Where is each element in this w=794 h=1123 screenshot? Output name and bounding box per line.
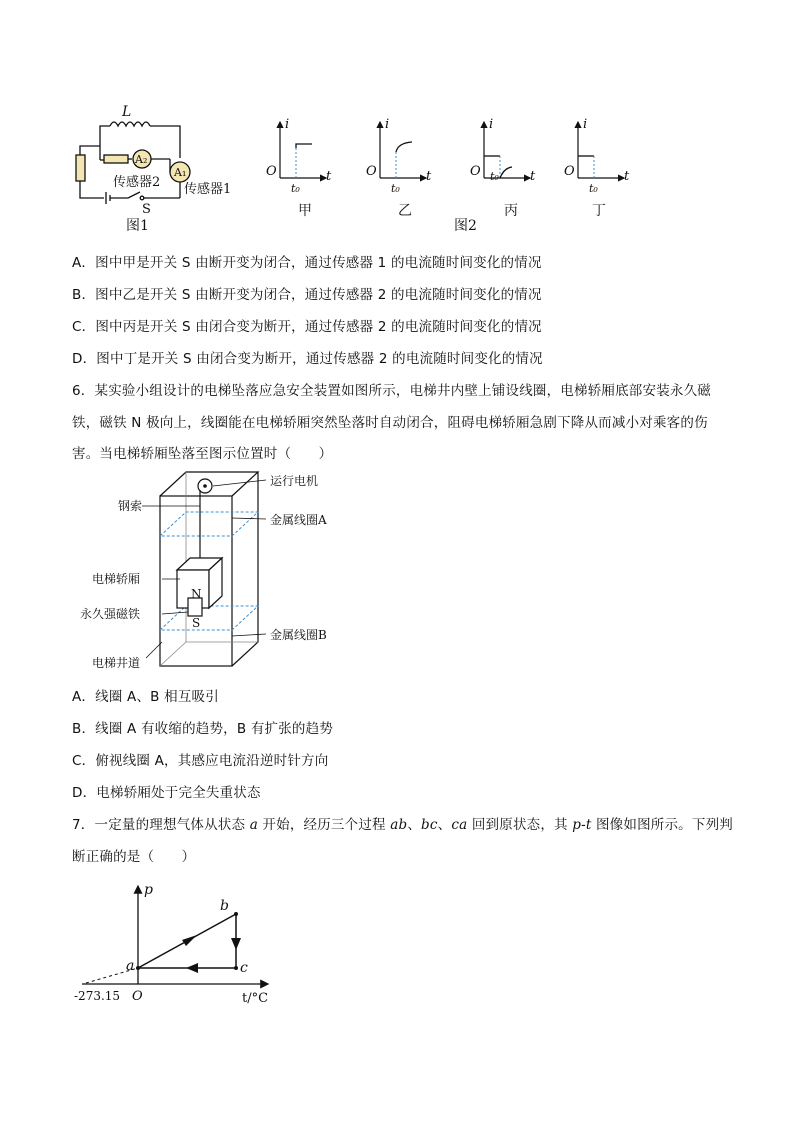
q6-stem-line2: 铁，磁铁 N 极向上，线圈能在电梯轿厢突然坠落时自动闭合，阻碍电梯轿厢急剧下降从而减小对乘客的伤 [72,415,708,431]
figure1-circuit [68,100,248,235]
panel-label-yi: 乙 [398,203,412,219]
svg-text:i: i [385,117,390,132]
svg-text:i: i [583,117,588,132]
point-b-label: b [220,898,229,914]
magnet-label: 永久强磁铁 [80,607,141,621]
q5-option-c: C．图中丙是开关 S 由闭合变为断开，通过传感器 2 的电流随时间变化的情况 [72,319,542,335]
figure2-graphs [258,112,638,236]
q7-stem-line1: 7．一定量的理想气体从状态 a 开始，经历三个过程 ab、bc、ca 回到原状态，其 p-t 图像如图所示。下列判 [72,817,733,833]
svg-text:i: i [489,117,494,132]
svg-text:O: O [266,164,277,179]
svg-text:t₀: t₀ [589,182,598,195]
svg-text:t₀: t₀ [490,170,499,183]
ammeter2-label: A₂ [135,153,148,166]
inductor-label: L [122,104,132,120]
q6-option-d: D．电梯轿厢处于完全失重状态 [72,785,261,801]
car-label: 电梯轿厢 [92,572,141,586]
svg-text:t₀: t₀ [291,182,300,195]
q6-stem-line1: 6．某实验小组设计的电梯坠落应急安全装置如图所示，电梯井内壁上铺设线圈，电梯轿厢底部安装永久磁 [72,383,711,399]
magnet-n-label: N [191,587,202,601]
q6-option-a: A．线圈 A、B 相互吸引 [72,689,219,705]
svg-text:t: t [530,169,536,184]
svg-text:O: O [564,164,575,179]
svg-text:t: t [426,169,432,184]
svg-text:O: O [470,164,481,179]
magnet-s-label: S [192,616,201,630]
panel-label-ding: 丁 [592,203,606,219]
q7-stem-line2: 断正确的是（ ） [72,849,196,865]
svg-text:O: O [366,164,377,179]
q5-option-d: D．图中丁是开关 S 由闭合变为断开，通过传感器 2 的电流随时间变化的情况 [72,351,543,367]
q5-option-b: B．图中乙是开关 S 由断开变为闭合，通过传感器 2 的电流随时间变化的情况 [72,287,542,303]
figure2-caption: 图2 [454,218,477,234]
svg-text:i: i [285,117,290,132]
graph-ding [564,117,630,219]
svg-text:t₀: t₀ [391,182,400,195]
coil-a-label: 金属线圈A [270,513,327,527]
graph-bing [470,117,536,219]
q5-option-a: A．图中甲是开关 S 由断开变为闭合，通过传感器 1 的电流随时间变化的情况 [72,255,542,271]
switch-label: S [142,202,151,217]
q6-option-c: C．俯视线圈 A，其感应电流沿逆时针方向 [72,753,329,769]
q6-stem-line3: 害。当电梯轿厢坠落至图示位置时（ ） [72,446,333,462]
svg-text:t: t [624,169,630,184]
coil-b-label: 金属线圈B [270,628,327,642]
sensor2-label: 传感器2 [113,175,161,190]
svg-text:t: t [326,169,332,184]
axis-p-label: p [144,882,153,898]
ammeter1-label: A₁ [174,166,187,179]
point-c-label: c [240,960,248,976]
panel-label-jia: 甲 [298,203,312,219]
shaft-label: 电梯井道 [92,656,141,670]
motor-label: 运行电机 [270,474,319,488]
pt-graph [72,876,282,1006]
q6-option-b: B．线圈 A 有收缩的趋势，B 有扩张的趋势 [72,721,334,737]
intercept-label: -273.15 [74,989,121,1003]
sensor1-label: 传感器1 [184,182,232,197]
graph-yi [366,117,432,219]
panel-label-bing: 丙 [504,203,518,219]
elevator-diagram [80,466,360,676]
origin-label: O [132,989,143,1004]
axis-t-label: t/°C [242,991,269,1006]
cable-label: 钢索 [118,499,143,513]
graph-jia [266,117,332,219]
figure1-caption: 图1 [126,218,149,234]
point-a-label: a [126,958,135,974]
